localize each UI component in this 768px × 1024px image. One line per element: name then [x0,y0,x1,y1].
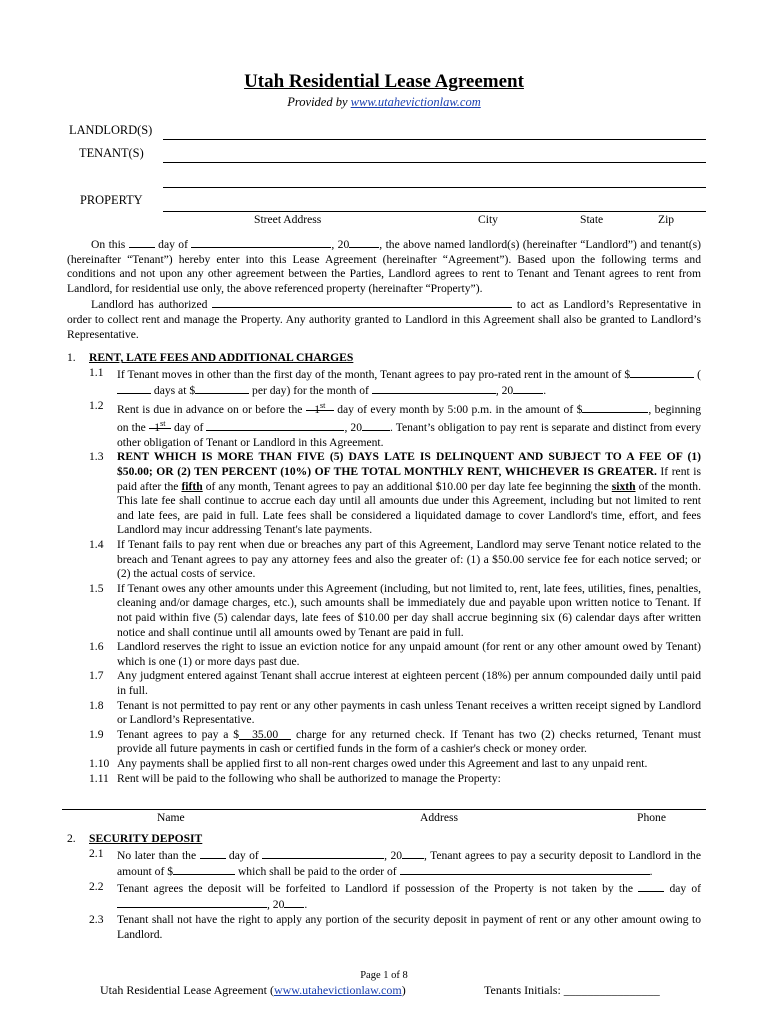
clause-number: 1.1 [89,365,104,379]
manager-phone-label: Phone [637,811,666,824]
document-title: Utah Residential Lease Agreement [244,71,524,92]
clause-text-part: of the month. This late fee shall continue to accrue each day until all amounts due under this Agreement, including but not limited to rent and late fees, are paid in full. Late fees shall be considered a liquidated damage to cover Landlord's time, effort, and fees Landlord may incur addressing Tenant's late payments. [117,479,701,537]
clause-number: 1.2 [89,398,104,412]
state-label: State [580,213,604,226]
section-heading [67,351,701,366]
clause-2-2 [67,880,701,913]
deposit-year-blank[interactable] [402,847,424,859]
tenant-line-2[interactable] [163,187,706,188]
clause-1-10 [67,757,701,772]
clause-text-part: Tenant agrees the deposit will be forfeited to Landlord if possession of the Property is not taken by the [117,881,634,895]
clause-text-part: day of [173,421,204,435]
clause-number: 1.7 [89,669,104,683]
clause-text [117,728,701,757]
clause-text-part: , 20 [267,898,285,912]
tenant-label: TENANT(S) [79,146,144,160]
intro-text: , the above named landlord(s) (hereinafter “Landlord”) and tenant(s) (hereinafter “Tenant”) hereby enter into this Lease Agreement (hereinafter “Agreement”). Based upon the following terms and conditions and not upon any other agreement between the Parties, Landlord agrees to rent to Tenant and Tenant agrees to rent from Landlord, for residential use only, the above referenced property (hereinafter “Property”). [67,238,702,295]
section-title: SECURITY DEPOSIT [89,832,203,845]
clause-text-part: per day) for the month of [252,384,369,398]
intro-text: day of [158,238,188,251]
ordinal-suffix: st [320,400,326,410]
clause-1-5 [67,582,701,640]
deposit-day-blank[interactable] [200,847,226,859]
rent-amount-blank[interactable] [582,401,648,413]
ordinal-suffix: st [160,419,166,429]
clause-1-2 [67,399,701,451]
representative-paragraph [67,296,701,342]
start-month-blank[interactable] [206,419,344,431]
property-label: PROPERTY [80,193,143,207]
clause-text-part: which shall be paid to the order of [237,865,397,879]
start-year-blank[interactable] [362,419,390,431]
clause-text [117,366,701,399]
section-heading [67,832,701,847]
due-day-field[interactable] [306,399,334,416]
clause-1-8 [67,699,701,728]
year-blank[interactable] [349,236,379,248]
returned-check-fee-field[interactable] [239,728,291,740]
clause-text [117,450,701,538]
landlord-label: LANDLORD(S) [69,123,153,137]
representative-blank[interactable] [212,296,512,308]
late-fee-notice: RENT WHICH IS MORE THAN FIVE (5) DAYS LATE IS DELINQUENT AND SUBJECT TO A FEE OF (1) $50.00; OR (2) TEN PERCENT (10%) OF THE TOTAL MONTHLY RENT, WHICHEVER IS GREATER. [117,450,701,479]
clause-text-part: , Tenant agrees to pay a security deposit to Landlord in the amount of $ [117,848,701,879]
intro-paragraph [67,236,701,296]
month-blank[interactable] [191,236,331,248]
possession-month-blank[interactable] [117,896,267,908]
city-label: City [478,213,498,226]
month-blank[interactable] [372,382,496,394]
clause-text: Tenant is not permitted to pay rent or any other payments in cash unless Tenant receives a written receipt signed by Landlord or Landlord’s Representative. [117,698,701,727]
clause-1-11 [67,772,701,787]
clause-number: 1.11 [89,771,109,785]
manager-name-label: Name [157,811,185,824]
clause-text-part: day of every month by 5:00 p.m. in the amount of $ [337,402,583,416]
clause-1-7 [67,669,701,698]
footer-document-name [100,983,406,998]
clause-text-part: days at $ [153,384,196,398]
clause-text: Landlord reserves the right to issue an eviction notice for any unpaid amount (for rent or any other amount owed by Tenant) which is one (1) or more days past due. [117,640,701,668]
clause-text: Tenant shall not have the right to apply any portion of the security deposit in payment of rent or any other amount owing to Landlord. [117,912,701,941]
clause-text: Rent will be paid to the following who shall be authorized to manage the Property: [117,771,501,785]
deposit-payee-blank[interactable] [400,863,650,875]
clause-text-part: , 20 [384,848,403,862]
clause-2-1 [67,847,701,880]
clause-text-part: charge for any returned check. If Tenant has two (2) checks returned, Tenant must provide all future payments in cash or certified funds in the form of a cashier's check or money order. [117,727,701,756]
clause-number: 2.2 [89,879,104,893]
clause-text-part: . [649,865,653,879]
clause-number: 2.3 [89,912,104,926]
street-address-label: Street Address [254,213,322,226]
clause-number: 1.10 [89,756,110,770]
property-line[interactable] [163,211,706,212]
tenant-initials-field[interactable]: Tenants Initials: ________________ [484,983,660,997]
clause-text-part: . [543,384,547,398]
clause-text-part: , 20 [344,421,362,435]
section-number: 1. [67,351,76,365]
clause-text-part: day of [669,881,702,895]
document-body [67,236,701,786]
clause-text: If Tenant owes any other amounts under this Agreement (including, but not limited to, rent, late fees, utilities, fines, penalties, cleaning and/or damage charges, etc.), such amounts shall be immediately due and payable upon written notice to Tenant. If not paid within five (5) calendar days, late fees of $10.00 per day shall accrue beginning six (6) calendar days after written notice and shall continue until all amounts owed by Tenant are paid in full. [117,581,701,639]
clause-text-part: No later than the [117,848,197,862]
per-day-blank[interactable] [195,382,249,394]
clause-text-part: , 20 [495,384,514,398]
clause-text-part: Tenant agrees to pay a $ [117,727,240,741]
clause-1-3 [67,450,701,538]
intro-text: , 20 [331,238,350,251]
emphasis-fifth: fifth [181,479,203,493]
clause-1-6 [67,640,701,669]
manager-address-label: Address [420,811,458,824]
section-security-deposit [67,832,701,942]
clause-1-9 [67,728,701,757]
possession-day-blank[interactable] [638,880,664,892]
clause-number: 1.6 [89,640,104,654]
emphasis-sixth: sixth [611,479,636,493]
clause-number: 1.4 [89,538,104,551]
clause-text: Any payments shall be applied first to all non-rent charges owed under this Agreement and last to any unpaid rent. [117,756,648,770]
clause-number: 1.3 [89,450,104,464]
provided-by-text: Provided by [287,95,348,109]
clause-text-part: day of [228,848,259,862]
intro-text: to act as Landlord’s Representative in order to collect rent and manage the Property. Any authority granted to Landlord in this Agreement shall also be granted to Landlord’s Representative. [67,298,702,341]
clause-text-part: , beginning on the [117,402,702,435]
footer-text: ) [401,983,406,997]
zip-label: Zip [658,213,675,226]
landlord-line[interactable] [163,139,706,140]
clause-text [117,847,701,880]
tenant-line[interactable] [163,162,706,163]
intro-text: On this [91,238,126,251]
day-blank[interactable] [129,236,155,248]
clause-2-3 [67,913,701,942]
clause-number: 1.9 [89,727,104,741]
clause-text-part: of any month, Tenant agrees to pay an additional $10.00 per day late fee beginning the [205,479,609,493]
days-blank[interactable] [117,382,151,394]
clause-number: 1.8 [89,698,104,712]
website-link[interactable]: www.utahevictionlaw.com [350,95,481,109]
section-number: 2. [67,832,76,845]
section-rent [67,351,701,786]
due-day-value: 1 [314,402,321,416]
clause-text-part: . Tenant’s obligation to pay rent is separate and distinct from every other obligation of Tenant or Landlord in this Agreement. [117,421,702,449]
start-day-field[interactable] [149,417,171,435]
amount-blank[interactable] [630,366,694,378]
intro-text: Landlord has authorized [91,298,208,312]
clause-text-part: If Tenant moves in other than the first day of the month, Tenant agrees to pay pro-rated rent in the amount of $ [117,367,631,381]
footer-website-link[interactable]: www.utahevictionlaw.com [273,983,402,997]
document-subtitle [0,95,768,110]
clause-text-part: ( [697,367,701,381]
deposit-amount-blank[interactable] [173,863,235,875]
possession-year-blank[interactable] [284,896,304,908]
year-blank[interactable] [513,382,543,394]
clause-number: 2.1 [89,846,104,860]
clause-text: Any judgment entered against Tenant shall accrue interest at eighteen percent (18%) per annum compounded daily until paid in full. [117,669,701,697]
manager-line[interactable] [62,809,706,810]
clause-text-part: If rent is paid after the [117,465,701,493]
start-day-value: 1 [154,421,161,435]
deposit-month-blank[interactable] [262,847,384,859]
clause-text: If Tenant fails to pay rent when due or breaches any part of this Agreement, Landlord may serve Tenant notice related to the breach and Tenant agrees to pay any attorney fees and also the greater of: (1) a $50.00 service fee for each notice served; or (2) the actual costs of service. [117,538,701,581]
clause-1-4 [67,538,701,582]
clause-text-part: Rent is due in advance on or before the [117,402,303,416]
clause-text-part: . [304,898,308,912]
clause-number: 1.5 [89,581,104,595]
clause-1-1 [67,366,701,399]
page-number: Page 1 of 8 [360,970,408,981]
footer-text: Utah Residential Lease Agreement ( [100,983,274,997]
clause-text [117,399,701,451]
clause-text [117,880,701,913]
returned-check-fee-value: 35.00 [252,727,279,741]
section-title: RENT, LATE FEES AND ADDITIONAL CHARGES [89,351,354,365]
